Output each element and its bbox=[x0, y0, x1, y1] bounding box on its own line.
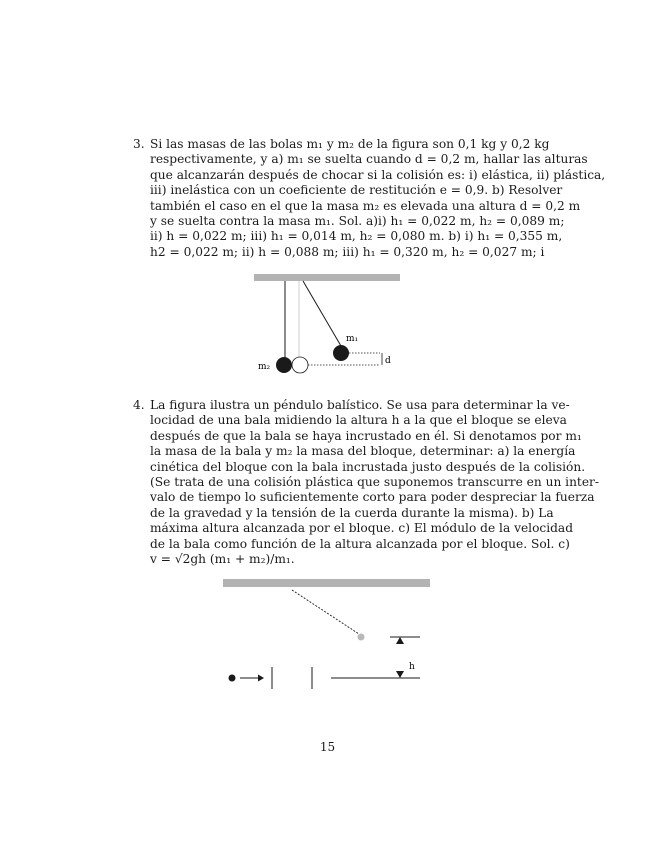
down-arrow-icon bbox=[396, 671, 404, 678]
label-h: h bbox=[409, 662, 415, 672]
problem-text-line: máxima altura alcanzada por el bloque. c) El módulo de la velocidad bbox=[150, 521, 574, 536]
ball-m2 bbox=[276, 357, 292, 373]
problem-text-line: locidad de una bala midiendo la altura h a la que el bloque se eleva bbox=[150, 413, 567, 428]
problem-text-line: y se suelta contra la masa m₁. Sol. a)i) h₁ = 0,022 m, h₂ = 0,089 m; bbox=[150, 213, 565, 228]
ball-rest-position bbox=[292, 357, 308, 373]
problem-text-line: Si las masas de las bolas m₁ y m₂ de la figura son 0,1 kg y 0,2 kg bbox=[150, 137, 550, 151]
problem-text-line: la masa de la bala y m₂ la masa del bloque, determinar: a) la energía bbox=[150, 444, 576, 459]
problem-number: 4. bbox=[133, 398, 145, 412]
problem-text-line: que alcanzarán después de chocar si la colisión es: i) elástica, ii) plástica, bbox=[150, 167, 606, 182]
problem-text-line: de la bala como función de la altura alcanzada por el bloque. Sol. c) bbox=[150, 536, 570, 551]
page-number: 15 bbox=[319, 740, 336, 754]
problem-text-line: después de que la bala se haya incrustado en él. Si denotamos por m₁ bbox=[150, 428, 582, 443]
problem-text-line: de la gravedad y la tensión de la cuerda durante la misma). b) La bbox=[150, 505, 554, 520]
up-arrow-icon bbox=[396, 637, 404, 644]
problem-text-line: iii) inelástica con un coeficiente de restitución e = 0,9. b) Resolver bbox=[150, 183, 563, 198]
problem-text-line: h2 = 0,022 m; ii) h = 0,088 m; iii) h₁ = 0,320 m, h₂ = 0,027 m; i bbox=[150, 244, 545, 259]
pendulum-figure bbox=[240, 268, 420, 380]
problem-text-line: también el caso en el que la masa m₂ es elevada una altura d = 0,2 m bbox=[150, 198, 581, 213]
problem-text-line: La figura ilustra un péndulo balístico. Se usa para determinar la ve- bbox=[150, 398, 570, 412]
ball-m1 bbox=[333, 345, 349, 361]
problem-text-line: cinética del bloque con la bala incrustada justo después de la colisión. bbox=[150, 459, 586, 474]
problem-text-line: respectivamente, y a) m₁ se suelta cuando d = 0,2 m, hallar las alturas bbox=[150, 152, 588, 167]
string-m1 bbox=[303, 281, 341, 346]
problem-3 bbox=[133, 137, 606, 260]
label-d: d bbox=[385, 356, 391, 366]
pendulum-string-dashed bbox=[292, 590, 359, 634]
problem-text-line: valo de tiempo lo suficientemente corto para poder despreciar la fuerza bbox=[150, 490, 595, 505]
raised-block bbox=[358, 634, 365, 641]
bullet bbox=[229, 675, 236, 682]
problem-4 bbox=[133, 398, 599, 567]
problem-text-line: (Se trata de una colisión plástica que suponemos transcurre en un inter- bbox=[150, 474, 599, 489]
label-m2: m₂ bbox=[258, 362, 271, 372]
problem-text-line: ii) h = 0,022 m; iii) h₁ = 0,014 m, h₂ = 0,080 m. b) i) h₁ = 0,355 m, bbox=[150, 229, 563, 244]
right-arrow-icon bbox=[258, 675, 264, 682]
problem-text-line: v = √2gh (m₁ + m₂)/m₁. bbox=[150, 551, 295, 566]
ballistic-pendulum-figure bbox=[220, 574, 435, 692]
problem-number: 3. bbox=[133, 137, 145, 151]
ceiling-bar bbox=[254, 274, 400, 281]
label-m1: m₁ bbox=[346, 334, 359, 344]
ceiling-bar bbox=[223, 579, 430, 587]
